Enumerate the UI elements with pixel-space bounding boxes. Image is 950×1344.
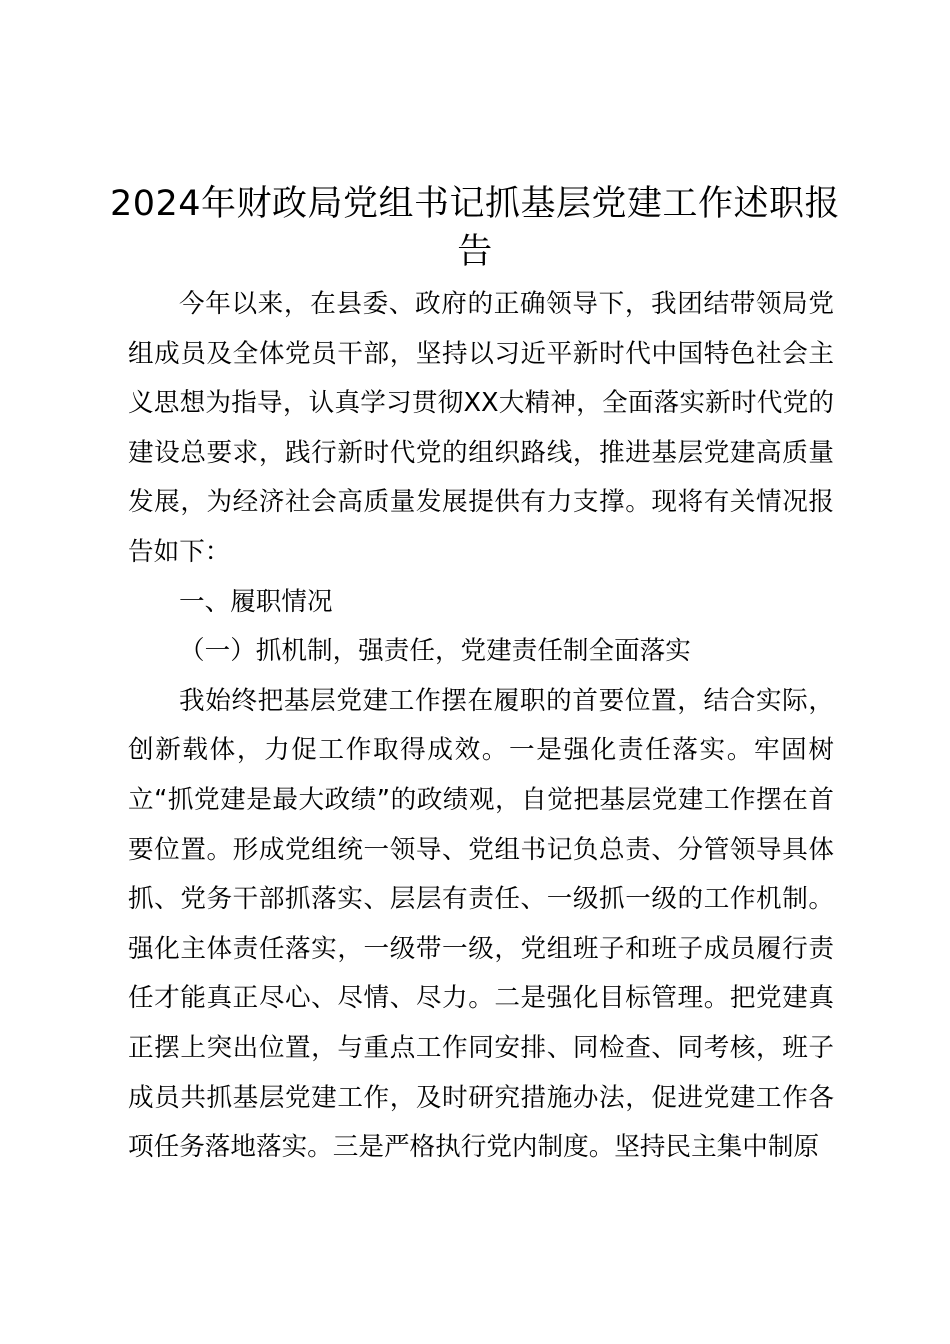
- document-body: [128, 280, 834, 1173]
- section-heading: 一、履职情况: [179, 586, 333, 617]
- document-title: 2024年财政局党组书记抓基层党建工作述职报告: [109, 184, 841, 272]
- subsection-heading: （一）抓机制，强责任，党建责任制全面落实: [179, 636, 691, 667]
- intro-paragraph: 今年以来，在县委、政府的正确领导下，我团结带领局党组成员及全体党员干部，坚持以习近平新时代中国特色社会主义思想为指导，认真学习贯彻XX大精神，全面落实新时代党的建设总要求，践行新时代党的组织路线，推进基层党建高质量发展，为经济社会高质量发展提供有力支撑。现将有关情况报告如下：: [128, 289, 834, 567]
- body-paragraph: 我始终把基层党建工作摆在履职的首要位置，结合实际，创新载体，力促工作取得成效。一是强化责任落实。牢固树立“抓党建是最大政绩”的政绩观，自觉把基层党建工作摆在首要位置。形成党组统一领导、党组书记负总责、分管领导具体抓、党务干部抓落实、层层有责任、一级抓一级的工作机制。强化主体责任落实，一级带一级，党组班子和班子成员履行责任才能真正尽心、尽情、尽力。二是强化目标管理。把党建真正摆上突出位置，与重点工作同安排、同检查、同考核，班子成员共抓基层党建工作，及时研究措施办法，促进党建工作各项任务落地落实。三是严格执行党内制度。坚持民主集中制原: [128, 685, 834, 1163]
